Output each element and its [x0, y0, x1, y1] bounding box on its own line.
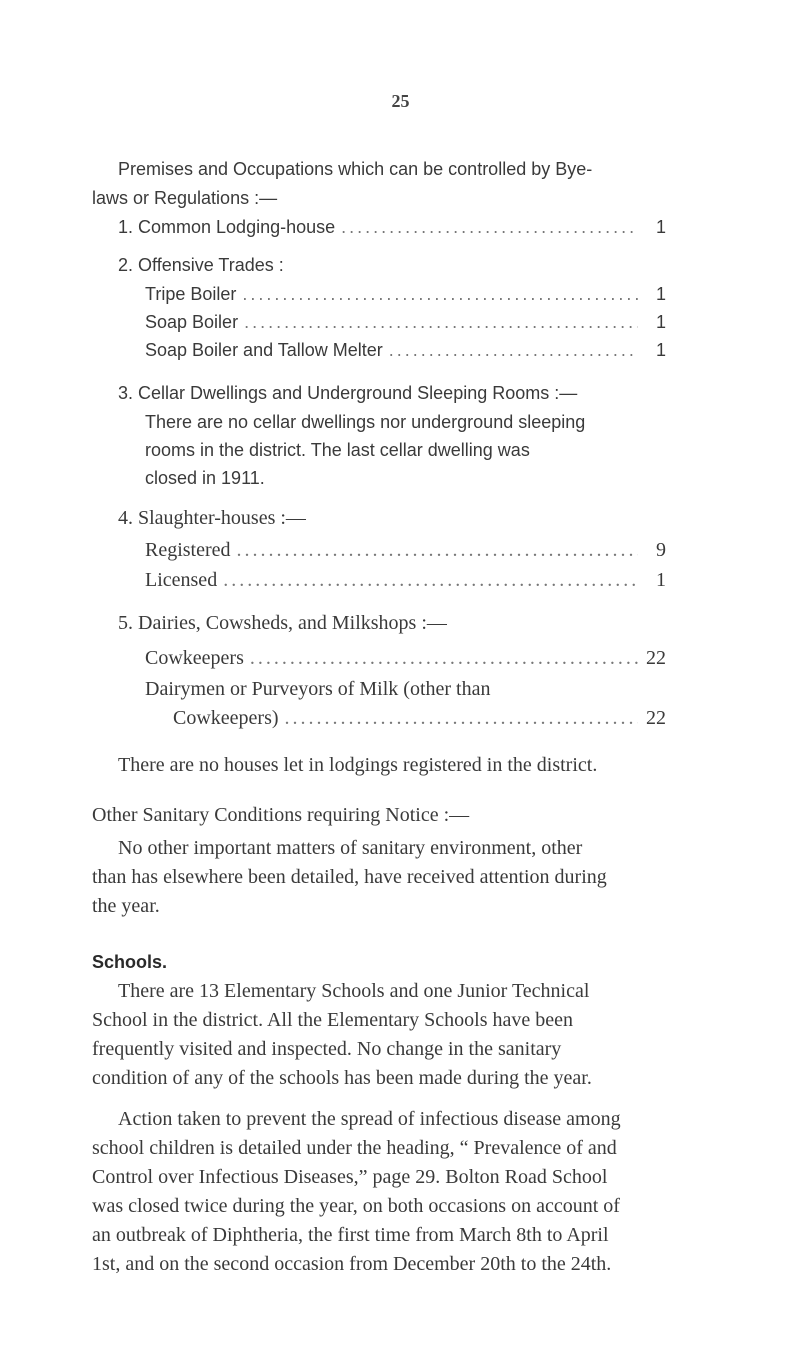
trade-row: [145, 337, 666, 363]
row-label: Licensed: [145, 569, 218, 591]
row-value: 1: [656, 569, 666, 591]
leader-dots: [285, 705, 638, 731]
row-value: 1: [655, 284, 666, 304]
trade-row: [145, 309, 666, 335]
leader-dots: [389, 337, 638, 363]
row-value: 22: [646, 647, 666, 669]
row-label: Cowkeepers): [173, 707, 279, 729]
offensive-trades-title: 2. Offensive Trades :: [118, 255, 284, 275]
schools-para-2-line: an outbreak of Diphtheria, the first time from March 8th to April: [92, 1224, 609, 1246]
row-label: 1. Common Lodging-house: [118, 217, 336, 237]
row-label: Soap Boiler and Tallow Melter: [145, 340, 383, 360]
row-label: Tripe Boiler: [145, 284, 237, 304]
leader-dots: [244, 309, 638, 335]
slaughter-row: [145, 567, 666, 593]
other-conditions-line: No other important matters of sanitary environment, other: [118, 837, 583, 859]
schools-heading: Schools.: [92, 952, 168, 972]
schools-para-1-line: School in the district. All the Elementary Schools have been: [92, 1009, 574, 1031]
row-value: 1: [655, 312, 666, 332]
trade-row: [145, 281, 666, 307]
schools-para-1-line: condition of any of the schools has been made during the year.: [92, 1067, 592, 1089]
intro-line-2: laws or Regulations :—: [92, 188, 278, 208]
row-value: 9: [656, 539, 666, 561]
schools-para-2-line: school children is detailed under the heading, “ Prevalence of and: [92, 1137, 617, 1159]
slaughter-row: [145, 537, 666, 563]
cellar-dwellings-title: 3. Cellar Dwellings and Underground Sleeping Rooms :—: [118, 383, 578, 403]
dairy-row: [145, 645, 666, 671]
cellar-text-line: There are no cellar dwellings nor underground sleeping: [145, 412, 586, 432]
other-conditions-line: than has elsewhere been detailed, have received attention during: [92, 866, 607, 888]
cellar-text-line: rooms in the district. The last cellar dwelling was: [145, 440, 530, 460]
schools-para-1-line: frequently visited and inspected. No change in the sanitary: [92, 1038, 562, 1060]
other-conditions-title: Other Sanitary Conditions requiring Notice :—: [92, 804, 470, 826]
row-label: Cowkeepers: [145, 647, 244, 669]
leader-dots: [242, 281, 638, 307]
intro-line-1: Premises and Occupations which can be controlled by Bye-: [118, 159, 593, 179]
schools-para-2-line: was closed twice during the year, on both occasions on account of: [92, 1195, 620, 1217]
row-value: 1: [655, 217, 666, 237]
row-value: 22: [646, 707, 666, 729]
cellar-text-line: closed in 1911.: [145, 468, 265, 488]
leader-dots: [250, 645, 638, 671]
dairies-title: 5. Dairies, Cowsheds, and Milkshops :—: [118, 612, 447, 634]
dairy-row: [173, 705, 666, 731]
page-number: 25: [391, 91, 410, 111]
schools-para-2-line: Action taken to prevent the spread of infectious disease among: [118, 1108, 621, 1130]
schools-para-1-line: There are 13 Elementary Schools and one Junior Technical: [118, 980, 590, 1002]
schools-para-2-line: Control over Infectious Diseases,” page 29. Bolton Road School: [92, 1166, 608, 1188]
other-conditions-line: the year.: [92, 895, 160, 917]
leader-dots: [223, 567, 638, 593]
schools-para-2-line: 1st, and on the second occasion from December 20th to the 24th.: [92, 1253, 612, 1275]
leader-dots: [341, 214, 638, 240]
row-label: Soap Boiler: [145, 312, 239, 332]
houses-note: There are no houses let in lodgings registered in the district.: [118, 754, 598, 776]
slaughter-houses-title: 4. Slaughter-houses :—: [118, 507, 306, 529]
leader-dots: [237, 537, 638, 563]
row-label: Registered: [145, 539, 231, 561]
row-value: 1: [655, 340, 666, 360]
common-lodging-house-row: [118, 214, 666, 240]
dairy-row-2-line-1: Dairymen or Purveyors of Milk (other than: [145, 678, 491, 700]
